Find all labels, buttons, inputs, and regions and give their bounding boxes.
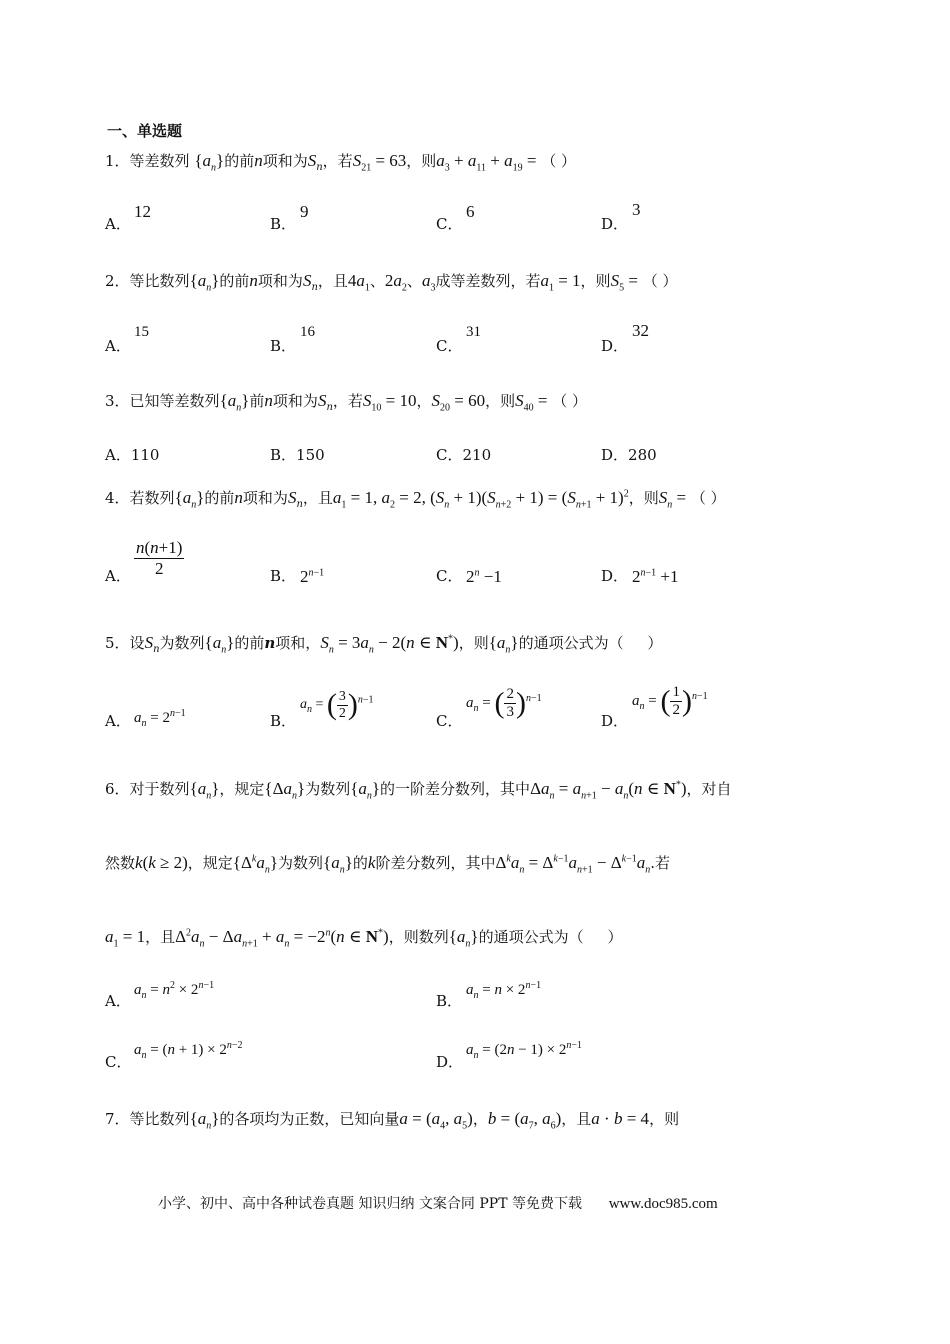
q4-option-b[interactable]: B． (270, 567, 297, 585)
q5-option-d[interactable]: D． (601, 712, 629, 730)
q1-option-d[interactable]: D． (601, 215, 629, 233)
q1-option-b[interactable]: B． (270, 215, 297, 233)
q4-option-d[interactable]: D． (601, 567, 629, 585)
question-6-line-2: 然数k(k ≥ 2)，规定$\{\Delta^ka_n\}$为数列$\{a_n\}$的k阶差分数列，其中$\Delta^ka_n = \Delta^{k-1}a_{n+1} - \Delta^{k-1}a_n$.若 (105, 853, 671, 876)
q4-option-d-value: $2^{n-1} +1$ (632, 567, 679, 586)
q5-option-b[interactable]: B． (270, 712, 297, 730)
footer-link[interactable]: www.doc985.com (608, 1196, 718, 1212)
q6-option-a-value: $a_n = n^2 \times 2^{n-1}$ (134, 980, 215, 1001)
q5-option-d-value: $a_n$ = ( $\frac{1}{2}$ )$^{n-1}$ (632, 684, 708, 718)
section-title: 一、单选题 (107, 122, 183, 140)
q4-option-c-value: $2^n -1$ (466, 567, 502, 586)
question-4-stem: 4．若数列$\{a_n\}$的前n项和为$S_n$，且$a_1 = 1$, $a_2 = 2$, $(S_n + 1)(S_{n+2} + 1) = (S_{n+1} + 1)^2$，则$S_n$ = （ ） (105, 488, 726, 511)
q1-option-c[interactable]: C． (436, 215, 463, 233)
q6-option-a[interactable]: A． (105, 992, 131, 1010)
q5-option-b-value: $a_n$ = ( $\frac{3}{2}$ )$^{n-1}$ (300, 688, 374, 721)
q1-option-c-value: 6 (466, 202, 475, 221)
q2-option-c[interactable]: C． (436, 337, 463, 355)
question-3-stem: 3．已知等差数列$\{a_n\}$前n项和为$S_n$，若$S_{10} = 10$，$S_{20} = 60$，则$S_{40}$ = （ ） (105, 391, 588, 414)
q3-option-d[interactable]: D．280 (601, 446, 657, 464)
q2-option-a[interactable]: A． (105, 337, 131, 355)
footer-text: 小学、初中、高中各种试卷真题 知识归纳 文案合同 PPT 等免费下载 (158, 1196, 582, 1212)
q1-option-d-value: 3 (632, 200, 641, 219)
q5-option-c-value: $a_n$ = ( $\frac{2}{3}$ )$^{n-1}$ (466, 686, 542, 720)
q1-option-b-value: 9 (300, 202, 309, 221)
q6-option-c-value: $a_n = (n + 1) \times 2^{n-2}$ (134, 1040, 243, 1061)
q1-option-a-value: 12 (134, 202, 151, 221)
q2-option-a-value: 15 (134, 324, 149, 340)
math-seq: $\{a_n\}$ (194, 151, 225, 174)
q6-option-d[interactable]: D． (436, 1053, 464, 1071)
q2-option-c-value: 31 (466, 324, 481, 340)
q4-option-a[interactable]: A． (105, 567, 131, 585)
question-2-stem: 2．等比数列$\{a_n\}$的前n项和为$S_n$，且$4a_1$、$2a_2$、$a_3$成等差数列，若$a_1 = 1$，则$S_5$ = （ ） (105, 271, 678, 294)
q6-option-c[interactable]: C． (105, 1053, 132, 1071)
q5-option-c[interactable]: C． (436, 712, 463, 730)
q4-option-a-value: $\frac{n(n+1)}{2}$ (136, 538, 183, 578)
question-5-stem: 5．设$S_n$为数列$\{a_n\}$的前n项和，$S_n = 3a_n - 2(n$ ∈ N*)，则$\{a_n\}$的通项公式为（ ） (105, 633, 663, 656)
q3-option-b[interactable]: B．150 (270, 446, 325, 464)
q5-option-a-value: $a_n = 2^{n-1}$ (134, 708, 186, 729)
question-6-line-1: 6．对于数列$\{a_n\}$，规定$\{\Delta a_n\}$为数列$\{a_n\}$的一阶差分数列，其中$\Delta a_n = a_{n+1} - a_n(n$ ∈ N*)，对自 (105, 779, 732, 802)
q6-option-b[interactable]: B． (436, 992, 463, 1010)
q2-option-d-value: 32 (632, 321, 649, 340)
q4-option-c[interactable]: C． (436, 567, 463, 585)
q3-option-c[interactable]: C．210 (436, 446, 492, 464)
q6-option-d-value: $a_n = (2n - 1) \times 2^{n-1}$ (466, 1040, 583, 1061)
q2-option-d[interactable]: D． (601, 337, 629, 355)
question-7-stem: 7．等比数列$\{a_n\}$的各项均为正数，已知向量$a = (a_4$, $a_5$)，$b = (a_7$, $a_6$)，且a · b = 4，则 (105, 1109, 680, 1132)
footer (158, 1193, 718, 1213)
q6-option-b-value: $a_n = n \times 2^{n-1}$ (466, 980, 542, 1001)
q1-option-a[interactable]: A． (105, 215, 131, 233)
q4-option-b-value: $2^{n-1}$ (300, 567, 325, 586)
q5-option-a[interactable]: A． (105, 712, 131, 730)
question-1-stem: 1．等差数列 $\{a_n\}$的前n项和为$S_n$，若$S_{21} = 63$，则$a_3 + a_{11} + a_{19}$ = （ ） (105, 151, 577, 174)
q2-option-b-value: 16 (300, 324, 315, 340)
question-6-line-3: $a_1 = 1$，且$\Delta^2a_n - \Delta a_{n+1} + a_n = -2^n(n$ ∈ N*)，则数列$\{a_n\}$的通项公式为（ ） (105, 927, 623, 950)
q2-option-b[interactable]: B． (270, 337, 297, 355)
q3-option-a[interactable]: A．110 (105, 446, 160, 464)
